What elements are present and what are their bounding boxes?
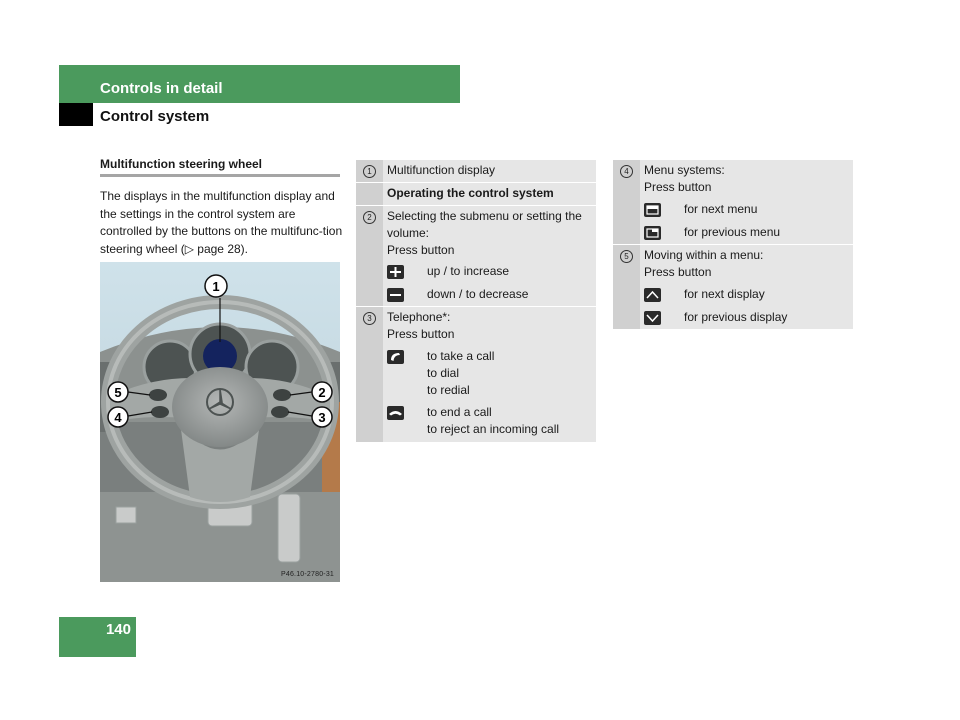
phone-hangup-icon — [387, 406, 404, 420]
callout-3: 3 — [318, 410, 326, 425]
item-3-line-2: Press button — [387, 327, 455, 341]
callout-4: 4 — [114, 410, 122, 425]
end-action-1: to end a call — [427, 405, 492, 419]
figure-code: P46.10-2780-31 — [281, 571, 335, 578]
item-number-3: 3 — [363, 312, 376, 325]
section-title: Multifunction steering wheel — [100, 157, 263, 171]
end-action-2: to reject an incoming call — [427, 422, 560, 436]
table-heading: Operating the control system — [387, 186, 554, 200]
item-5-line-1: Moving within a menu: — [644, 248, 764, 262]
page-number: 140 — [105, 621, 131, 638]
prev-menu-label: for previous menu — [684, 225, 781, 239]
row-separator — [356, 205, 596, 206]
header-marker — [59, 103, 93, 126]
row-separator — [356, 306, 596, 307]
intro-paragraph: The displays in the multifunction display and the settings in the control system are controlled by the buttons on the multifunc-tion steering wheel (▷ page 28). — [100, 189, 343, 256]
callout-5: 5 — [114, 385, 122, 400]
chapter-title: Controls in detail — [100, 80, 223, 97]
page-ref-arrow-icon: ▷ — [184, 241, 194, 256]
item-number-4: 4 — [620, 165, 633, 178]
item-3-line-1: Telephone*: — [387, 310, 451, 324]
phone-handset-icon — [387, 350, 404, 364]
row-separator — [613, 244, 853, 245]
row-separator — [356, 182, 596, 183]
menu-next-icon — [644, 203, 661, 217]
section-rule — [100, 174, 340, 177]
callout-1: 1 — [212, 279, 220, 294]
arrow-up-icon — [644, 288, 661, 302]
item-4-line-2: Press button — [644, 180, 712, 194]
steering-wheel-illustration — [100, 262, 340, 582]
section-subtitle: Control system — [100, 108, 210, 125]
steering-wheel-figure — [100, 262, 340, 582]
item-5-line-2: Press button — [644, 265, 712, 279]
item-1-text: Multifunction display — [387, 163, 496, 177]
item-number-2: 2 — [363, 211, 376, 224]
plus-icon — [387, 265, 404, 279]
item-4-line-1: Menu systems: — [644, 163, 725, 177]
menu-prev-icon — [644, 226, 661, 240]
call-action-3: to redial — [427, 383, 470, 397]
arrow-down-icon — [644, 311, 661, 325]
item-number-1: 1 — [363, 165, 376, 178]
minus-label: down / to decrease — [427, 287, 529, 301]
call-action-1: to take a call — [427, 349, 495, 363]
legend-table-2 — [613, 160, 853, 329]
legend-table-1 — [356, 160, 596, 442]
callout-2: 2 — [318, 385, 326, 400]
prev-display-label: for previous display — [684, 310, 788, 324]
plus-label: up / to increase — [427, 264, 510, 278]
next-display-label: for next display — [684, 287, 765, 301]
item-number-5: 5 — [620, 250, 633, 263]
item-2-line-1: Selecting the submenu or setting the — [387, 209, 582, 223]
minus-icon — [387, 288, 404, 302]
number-column — [356, 160, 383, 442]
item-2-line-3: Press button — [387, 243, 455, 257]
item-2-line-2: volume: — [387, 226, 430, 240]
call-action-2: to dial — [427, 366, 460, 380]
next-menu-label: for next menu — [684, 202, 758, 216]
